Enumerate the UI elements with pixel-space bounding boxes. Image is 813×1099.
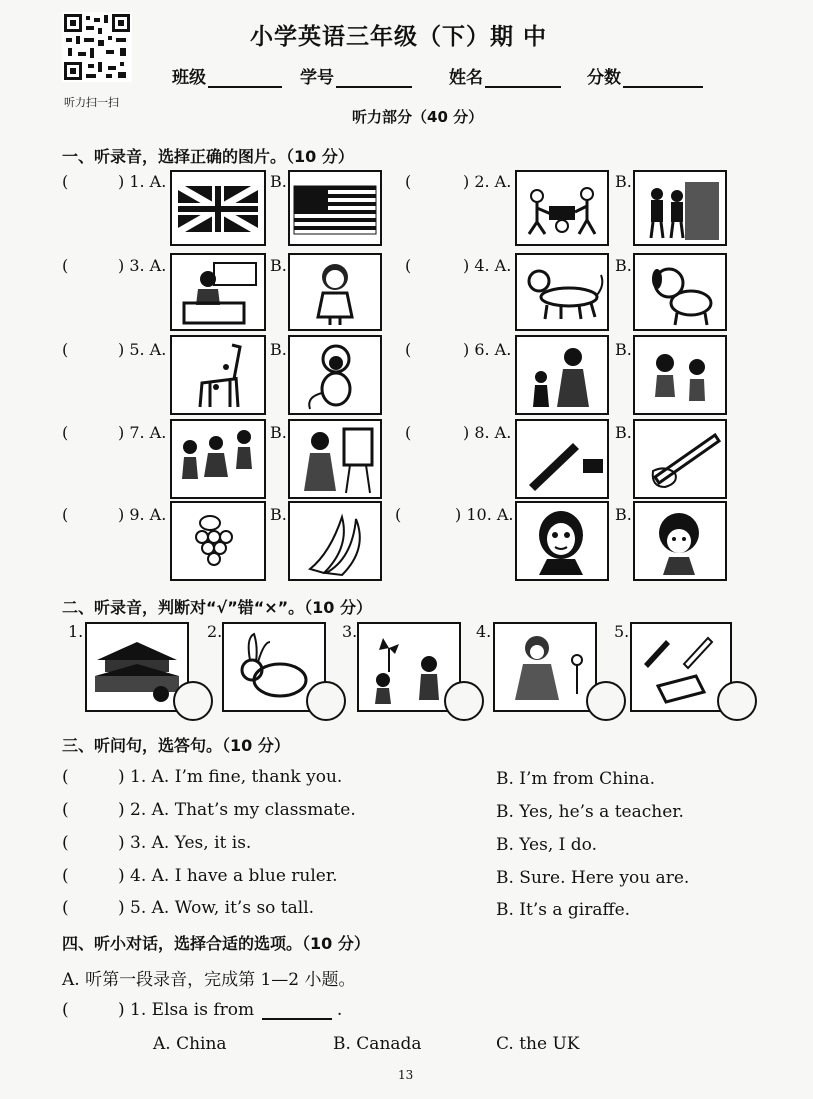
- choice-a: ) 4. A. I have a blue ruler.: [118, 866, 338, 886]
- option-image-us-flag[interactable]: [288, 170, 382, 246]
- item-number: 5.: [614, 622, 630, 641]
- girl-icon: [290, 255, 380, 329]
- option-a: A. China: [153, 1034, 227, 1054]
- option-image-monkey[interactable]: [288, 335, 382, 415]
- qr-code[interactable]: [62, 12, 132, 82]
- student-number-label: 学号: [300, 68, 334, 88]
- class-label: 班级: [172, 68, 206, 88]
- option-b-label: B.: [615, 256, 632, 275]
- option-b-label: B.: [615, 423, 632, 442]
- name-field[interactable]: [449, 63, 561, 88]
- monkey-icon: [290, 337, 380, 413]
- answer-paren[interactable]: (: [62, 866, 69, 886]
- item-number: 2.: [207, 622, 223, 641]
- answer-blank[interactable]: [262, 1002, 332, 1020]
- answer-paren[interactable]: (: [395, 505, 402, 524]
- option-image-hand-pencil[interactable]: [633, 419, 727, 499]
- woman-face-icon: [517, 503, 607, 579]
- option-image-pen-ink[interactable]: [515, 419, 609, 499]
- part4-heading: 四、听小对话，选择合适的选项。（10 分）: [62, 934, 370, 953]
- uk-flag-icon: [172, 172, 264, 244]
- girl-painting-icon: [290, 421, 380, 497]
- answer-circle[interactable]: [306, 681, 346, 721]
- children-cart-icon: [517, 172, 607, 244]
- answer-paren[interactable]: (: [405, 172, 412, 191]
- answer-paren[interactable]: (: [62, 172, 69, 191]
- answer-paren[interactable]: (: [62, 340, 69, 359]
- mother-children-icon: [517, 337, 607, 413]
- girl-flowers-icon: [495, 624, 595, 710]
- item-number: 4.: [476, 622, 492, 641]
- answer-circle[interactable]: [173, 681, 213, 721]
- children-dancing-icon: [172, 421, 264, 497]
- answer-paren[interactable]: (: [62, 423, 69, 442]
- question-stem: ) 1. Elsa is from: [118, 1000, 255, 1020]
- option-image-girl[interactable]: [288, 253, 382, 331]
- choice-b: B. It’s a giraffe.: [496, 900, 631, 920]
- option-b-label: B.: [270, 505, 287, 524]
- answer-paren[interactable]: (: [62, 1000, 69, 1020]
- question-number: ) 2. A.: [463, 172, 512, 191]
- item-number: 3.: [342, 622, 358, 641]
- question-number: ) 9. A.: [118, 505, 167, 524]
- tiananmen-icon: [87, 624, 187, 710]
- option-image-giraffe[interactable]: [170, 335, 266, 415]
- answer-paren[interactable]: (: [62, 800, 69, 820]
- option-b-label: B.: [270, 172, 287, 191]
- long-dog-icon: [517, 255, 607, 329]
- girl-face-icon: [635, 503, 725, 579]
- pen-ink-icon: [517, 421, 607, 497]
- page-number: 13: [398, 1068, 414, 1082]
- choice-a: ) 3. A. Yes, it is.: [118, 833, 252, 853]
- girl-boy-icon: [635, 337, 725, 413]
- listening-section-title: 听力部分（40 分）: [352, 108, 484, 126]
- judge-image-girl-flowers[interactable]: [493, 622, 597, 712]
- answer-paren[interactable]: (: [62, 256, 69, 275]
- class-field[interactable]: [172, 63, 282, 88]
- option-image-puppy[interactable]: [633, 253, 727, 331]
- option-b-label: B.: [270, 256, 287, 275]
- hand-pencil-icon: [635, 421, 725, 497]
- option-b-label: B.: [270, 340, 287, 359]
- answer-paren[interactable]: (: [62, 505, 69, 524]
- choice-b: B. Sure. Here you are.: [496, 868, 690, 888]
- answer-paren[interactable]: (: [62, 898, 69, 918]
- choice-b: B. I’m from China.: [496, 769, 656, 789]
- option-image-uk-flag[interactable]: [170, 170, 266, 246]
- part4-instruction: A. 听第一段录音，完成第 1—2 小题。: [62, 970, 356, 990]
- answer-paren[interactable]: (: [405, 340, 412, 359]
- option-b-label: B.: [615, 505, 632, 524]
- name-label: 姓名: [449, 68, 483, 88]
- question-end: .: [336, 1000, 343, 1020]
- part3-heading: 三、听问句，选答句。（10 分）: [62, 736, 290, 755]
- page-title: 小学英语三年级（下）期 中: [250, 24, 548, 50]
- option-image-girl-boy[interactable]: [633, 335, 727, 415]
- option-image-bananas[interactable]: [288, 501, 382, 581]
- option-image-two-people-door[interactable]: [633, 170, 727, 246]
- student-number-field[interactable]: [300, 63, 412, 88]
- part1-heading: 一、听录音，选择正确的图片。（10 分）: [62, 147, 354, 166]
- answer-circle[interactable]: [717, 681, 757, 721]
- grapes-icon: [172, 503, 264, 579]
- option-b-label: B.: [615, 340, 632, 359]
- choice-a: ) 5. A. Wow, it’s so tall.: [118, 898, 315, 918]
- option-image-girl-painting[interactable]: [288, 419, 382, 499]
- option-image-grapes[interactable]: [170, 501, 266, 581]
- us-flag-icon: [290, 172, 380, 244]
- choice-a: ) 2. A. That’s my classmate.: [118, 800, 356, 820]
- question-number: ) 8. A.: [463, 423, 512, 442]
- option-image-children-dancing[interactable]: [170, 419, 266, 499]
- choice-b: B. Yes, he’s a teacher.: [496, 802, 684, 822]
- option-b-label: B.: [615, 172, 632, 191]
- question-text: [118, 1000, 342, 1020]
- teacher-desk-icon: [172, 255, 264, 329]
- question-number: ) 3. A.: [118, 256, 167, 275]
- question-number: ) 6. A.: [463, 340, 512, 359]
- part2-heading: 二、听录音，判断对“√”错“×”。（10 分）: [62, 598, 372, 617]
- bananas-icon: [290, 503, 380, 579]
- option-image-long-dog[interactable]: [515, 253, 609, 331]
- option-image-girl-face[interactable]: [633, 501, 727, 581]
- pens-book-icon: [632, 624, 730, 710]
- answer-paren[interactable]: (: [62, 767, 69, 787]
- choice-a: ) 1. A. I’m fine, thank you.: [118, 767, 343, 787]
- answer-paren[interactable]: (: [405, 423, 412, 442]
- choice-b: B. Yes, I do.: [496, 835, 597, 855]
- question-number: ) 5. A.: [118, 340, 167, 359]
- qr-label: 听力扫一扫: [64, 96, 119, 109]
- option-image-teacher-desk[interactable]: [170, 253, 266, 331]
- giraffe-icon: [172, 337, 264, 413]
- option-b: B. Canada: [333, 1034, 422, 1054]
- option-image-mother-children[interactable]: [515, 335, 609, 415]
- score-label: 分数: [587, 68, 621, 88]
- option-image-children-cart[interactable]: [515, 170, 609, 246]
- question-number: ) 1. A.: [118, 172, 167, 191]
- question-number: ) 10. A.: [455, 505, 514, 524]
- two-people-door-icon: [635, 172, 725, 244]
- answer-paren[interactable]: (: [405, 256, 412, 275]
- score-field[interactable]: [587, 63, 703, 88]
- puppy-icon: [635, 255, 725, 329]
- option-c: C. the UK: [496, 1034, 580, 1054]
- answer-paren[interactable]: (: [62, 833, 69, 853]
- item-number: 1.: [68, 622, 84, 641]
- option-b-label: B.: [270, 423, 287, 442]
- answer-circle[interactable]: [444, 681, 484, 721]
- question-number: ) 7. A.: [118, 423, 167, 442]
- option-image-woman-face[interactable]: [515, 501, 609, 581]
- question-number: ) 4. A.: [463, 256, 512, 275]
- answer-circle[interactable]: [586, 681, 626, 721]
